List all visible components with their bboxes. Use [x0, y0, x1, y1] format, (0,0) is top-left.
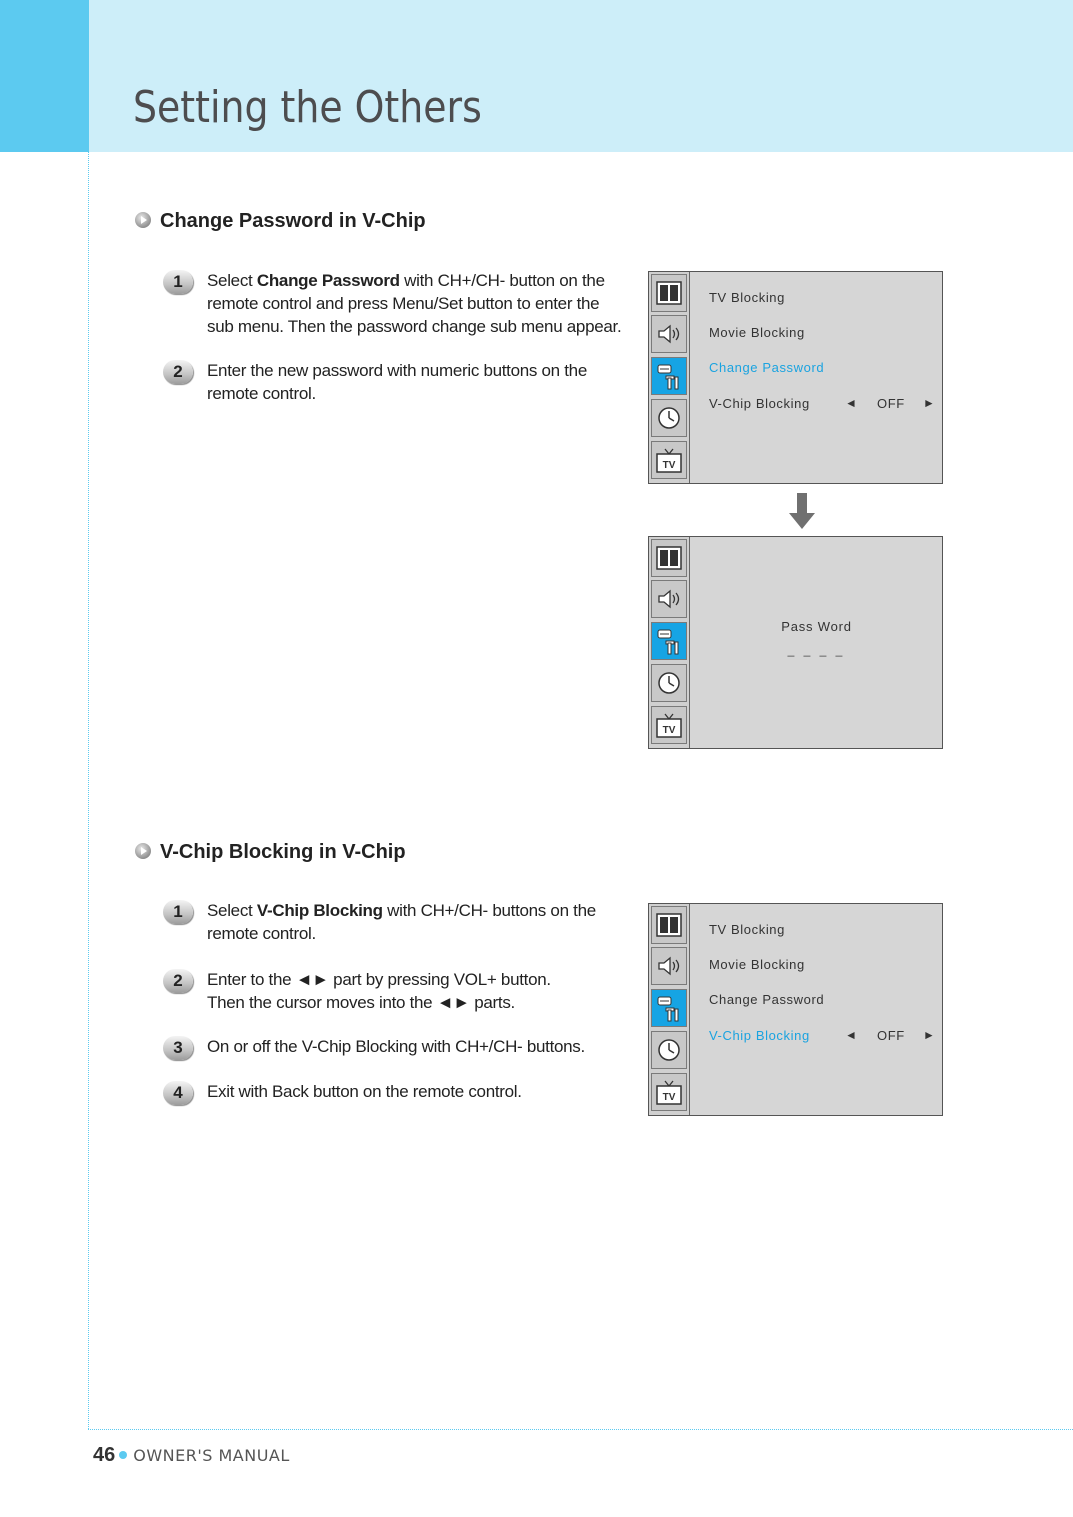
step-text: Enter to the ◄► part by pressing VOL+ button. Then the cursor moves into the ◄► parts. [207, 970, 551, 1012]
footer-label: OWNER'S MANUAL [133, 1446, 290, 1465]
svg-text:TV: TV [662, 725, 676, 736]
osd-screen-vchip-menu [648, 271, 943, 484]
svg-text:TV: TV [662, 460, 676, 471]
osd-item-tv-blocking[interactable]: TV Blocking [709, 922, 785, 937]
picture-icon [651, 539, 687, 577]
header-tab [0, 0, 89, 152]
tv-icon [651, 1073, 687, 1111]
tv-icon [651, 706, 687, 744]
down-arrow-icon [789, 493, 815, 529]
osd-icon-column [649, 272, 690, 483]
step-number-badge: 2 [163, 360, 193, 384]
step-number-badge: 3 [163, 1036, 193, 1060]
vchip-value: OFF [877, 1028, 905, 1043]
osd-item-tv-blocking[interactable]: TV Blocking [709, 290, 785, 305]
password-input[interactable]: _ _ _ _ [787, 643, 846, 657]
left-arrow-icon[interactable]: ◄ [845, 1028, 858, 1042]
left-dotted-rule [88, 152, 89, 1429]
section-heading-vchip-blocking: V-Chip Blocking in V-Chip [135, 841, 406, 864]
step-number-badge: 1 [163, 270, 193, 294]
bullet-arrow-icon [135, 843, 151, 859]
bullet-arrow-icon [135, 212, 151, 228]
right-arrow-icon[interactable]: ► [923, 1028, 936, 1042]
osd-icon-column [649, 537, 690, 748]
osd-icon-column [649, 904, 690, 1115]
osd-item-change-password[interactable]: Change Password [709, 992, 825, 1007]
step-text: Exit with Back button on the remote control. [207, 1082, 522, 1101]
footer [93, 1444, 290, 1467]
osd-screen-password [648, 536, 943, 749]
picture-icon [651, 906, 687, 944]
step-number-badge: 1 [163, 900, 193, 924]
tv-icon [651, 441, 687, 479]
right-arrow-icon[interactable]: ► [923, 396, 936, 410]
osd-screen-vchip-blocking [648, 903, 943, 1116]
step-text: On or off the V-Chip Blocking with CH+/CH- buttons. [207, 1037, 585, 1056]
left-arrow-icon[interactable]: ◄ [845, 396, 858, 410]
timer-icon [651, 664, 687, 702]
page-title: Setting the Others [133, 82, 482, 133]
setup-icon [651, 357, 687, 395]
osd-item-movie-blocking[interactable]: Movie Blocking [709, 957, 805, 972]
osd-item-vchip-blocking[interactable]: V-Chip Blocking ◄ OFF ► [709, 1028, 936, 1043]
page-number: 46 [93, 1444, 116, 1466]
sound-icon [651, 315, 687, 353]
vchip-value: OFF [877, 396, 905, 411]
osd-item-change-password[interactable]: Change Password [709, 360, 825, 375]
password-label: Pass Word [781, 619, 852, 634]
step-text: Select V-Chip Blocking with CH+/CH- buttons on the remote control. [207, 901, 596, 943]
timer-icon [651, 1031, 687, 1069]
timer-icon [651, 399, 687, 437]
step-text: Select Change Password with CH+/CH- button on the remote control and press Menu/Set button to enter the sub menu. Then the password change sub menu appear. [207, 271, 622, 336]
step-number-badge: 4 [163, 1081, 193, 1105]
osd-item-vchip-blocking[interactable]: V-Chip Blocking ◄ OFF ► [709, 396, 936, 411]
bottom-dotted-rule [88, 1429, 1073, 1430]
setup-icon [651, 989, 687, 1027]
picture-icon [651, 274, 687, 312]
step-number-badge: 2 [163, 969, 193, 993]
setup-icon [651, 622, 687, 660]
osd-item-movie-blocking[interactable]: Movie Blocking [709, 325, 805, 340]
step-text: Enter the new password with numeric buttons on the remote control. [207, 361, 587, 403]
sound-icon [651, 580, 687, 618]
svg-text:TV: TV [662, 1092, 676, 1103]
sound-icon [651, 947, 687, 985]
section-heading-change-password: Change Password in V-Chip [135, 210, 426, 233]
footer-dot-icon [119, 1451, 127, 1459]
